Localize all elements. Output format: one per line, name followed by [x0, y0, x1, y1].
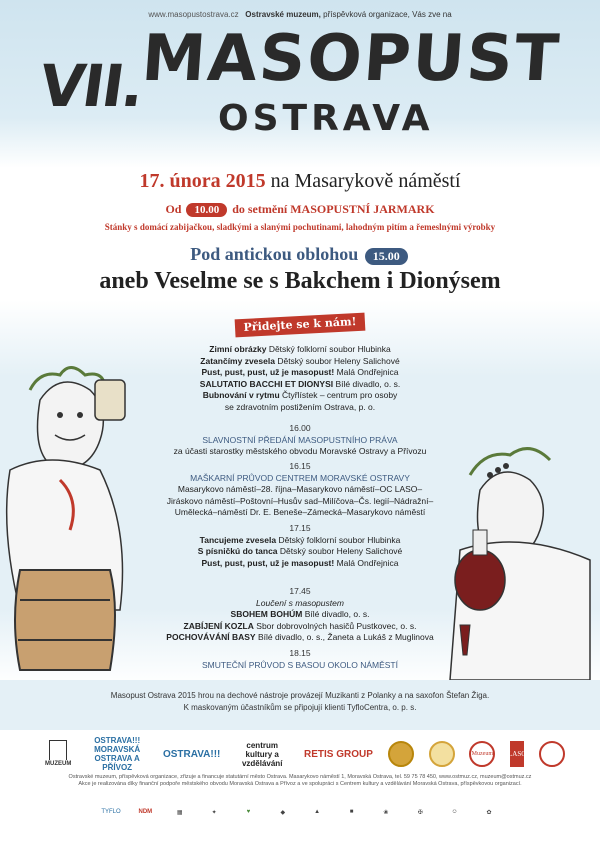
date-line [0, 170, 600, 193]
program-row: POCHOVÁVÁNÍ BASY Bílé divadlo, o. s., Žaneta a Lukáš z Muglinova [166, 632, 434, 642]
supporter-logo: ☺ [451, 809, 458, 815]
ostrava-district-logo: OSTRAVA!!! MORAVSKÁ OSTRAVA A PŘÍVOZ [94, 736, 141, 772]
program-row: se zdravotním postižením Ostrava, p. o. [224, 401, 376, 412]
route-line: Umělecká–náměstí Dr. E. Beneše–Zámecká–Masarykovo náměstí [174, 507, 426, 517]
program-row: Bubnování v rytmu Čtyřlístek – centrum pro osoby [202, 390, 398, 400]
route-line: Masarykovo náměstí–28. října–Masarykovo náměstí–OC LASO– [177, 484, 423, 494]
imprint-line-1: Ostravské muzeum, příspěvková organizace, zřizuje a financuje statutární město Ostrava. Masarykovo náměstí 1, Moravská Ostrava, tel. 59 75 78 450, www.ostmuz.cz, muzeum@ostmuz.cz [68, 774, 532, 780]
program-row: SALUTATIO BACCHI ET DIONYSI Bílé divadlo, o. s. [199, 378, 401, 389]
program-row: SBOHEM BOHÚM Bílé divadlo, o. s. [230, 609, 370, 619]
seal-logo [539, 741, 565, 767]
fair-line [0, 202, 600, 217]
supporter-logo: ❀ [383, 809, 389, 816]
heart-logo: ♥ [246, 809, 251, 815]
event-date: 17. února 2015 [139, 170, 266, 192]
slogan: aneb Veselme se s Bakchem i Dionýsem [99, 268, 501, 294]
program-block-3 [160, 461, 440, 519]
program-row: Pust, pust, pust, už je masopust! Malá Ondřejnica [201, 367, 399, 377]
credits-line-1: Masopust Ostrava 2015 hrou na dechové nástroje provázejí Muzikanti z Polanky a na saxofon Štefan Žiga. [110, 691, 490, 700]
program-time: 18.15 [289, 648, 311, 658]
program-text: za účasti starostky městského obvodu Moravské Ostravy a Přívozu [173, 446, 427, 456]
imprint-line-2: Akce je realizována díky finanční podpoře městského obvodu Moravská Ostrava a Přívoz a ve spolupráci s Centrem kultury a vzdělávání Moravská Ostrava, příspěvkovou organizací. [78, 781, 522, 787]
eagle-logo: ✠ [417, 809, 423, 816]
program-row: Zatančímy zvesela Dětský soubor Heleny Salichové [200, 355, 400, 366]
tyflo-logo: TYFLO [101, 809, 121, 815]
antic-line [0, 244, 600, 265]
antic-time-badge: 15.00 [365, 248, 408, 265]
emblem-logo [388, 741, 414, 767]
program-block-5 [160, 586, 440, 644]
program-time: 17.45 [289, 586, 311, 596]
invite-rest: příspěvková organizace, Vás zve na [323, 10, 452, 19]
credits-line-2: K maskovaným účastníkům se připojují klienti TyfloCentra, o. p. s. [183, 703, 417, 712]
supporter-logo: ▦ [176, 809, 183, 816]
footer-credits [0, 690, 600, 714]
supporter-logo: ◆ [280, 809, 286, 816]
program-time: 17.15 [289, 523, 311, 533]
laso-logo: LASO [510, 741, 524, 767]
supporter-logo: ✦ [211, 809, 217, 816]
program-block-4 [160, 523, 440, 569]
edition-number: VII. [35, 52, 147, 120]
ostrava-logo: OSTRAVA!!! [162, 748, 221, 760]
website-link[interactable]: www.masopustostrava.cz [148, 10, 239, 19]
centrum-logo: centrum kultury a vzdělávání [241, 740, 283, 768]
program-row: Tancujeme zvesela Dětský folklorní soubor Hlubinka [199, 534, 401, 545]
bacchus-illustration [0, 360, 160, 680]
program-title: MAŠKARNÍ PRŮVOD CENTREM MORAVSKÉ OSTRAVY [190, 472, 410, 483]
page-title: MASOPUST [139, 22, 563, 96]
program-block-2 [160, 423, 440, 458]
supporter-logo: ■ [349, 809, 354, 815]
page-subtitle: OSTRAVA [218, 98, 434, 139]
program-title: SLAVNOSTNÍ PŘEDÁNÍ MASOPUSTNÍHO PRÁVA [202, 434, 398, 445]
partner-logos [45, 738, 565, 770]
event-place: na Masarykově náměstí [270, 170, 461, 192]
badge-logo [429, 741, 455, 767]
antic-text: Pod antickou oblohou [190, 244, 359, 264]
fair-time-badge: 10.00 [186, 203, 227, 217]
invitation-line [0, 10, 600, 19]
program-row: ZABÍJENÍ KOZLA Sbor dobrovolných hasičů Pustkovec, o. s. [183, 620, 417, 631]
program-row: Pust, pust, pust, už je masopust! Malá Ondřejnica [201, 557, 399, 568]
muzeum-logo: MUZEUM [45, 740, 71, 769]
stalls-description: Stánky s domácí zabijačkou, sladkými a slanými pochutinami, lahodným pitím a řemeslnými výrobky [104, 222, 496, 232]
ndm-logo: NDM [138, 809, 153, 815]
imprint [0, 774, 600, 788]
program-block-6 [160, 648, 440, 671]
fair-text: do setmění MASOPUSTNÍ JARMARK [232, 202, 435, 216]
retis-logo: RETIS GROUP [304, 748, 373, 760]
join-badge: Přidejte se k nám! [235, 313, 366, 338]
supporter-logo: ▲ [314, 809, 321, 815]
program-time: 16.15 [289, 461, 311, 471]
program-time: 16.00 [289, 423, 311, 433]
fair-prefix: Od [165, 202, 182, 216]
program-title: SMUTEČNÍ PRŮVOD S BASOU OKOLO NÁMĚSTÍ [201, 659, 398, 670]
supporter-logo: ✿ [486, 809, 492, 816]
dionysus-illustration [440, 430, 600, 680]
muzeum-circle-logo: Muzeum [469, 741, 495, 767]
invite-org: Ostravské muzeum, [245, 10, 321, 19]
route-line: Jiráskovo náměstí–Poštovní–Husův sad–Milíčova–Čs. legií–Nádražní– [166, 495, 434, 506]
program-row: S písničkú do tanca Dětský soubor Heleny Salichové [197, 546, 403, 556]
program-note: Loučení s masopustem [256, 597, 344, 608]
program-row: Zimní obrázky Dětský folklorní soubor Hlubinka [209, 344, 391, 354]
supporter-logos [100, 800, 500, 824]
program-block-1 [160, 344, 440, 413]
